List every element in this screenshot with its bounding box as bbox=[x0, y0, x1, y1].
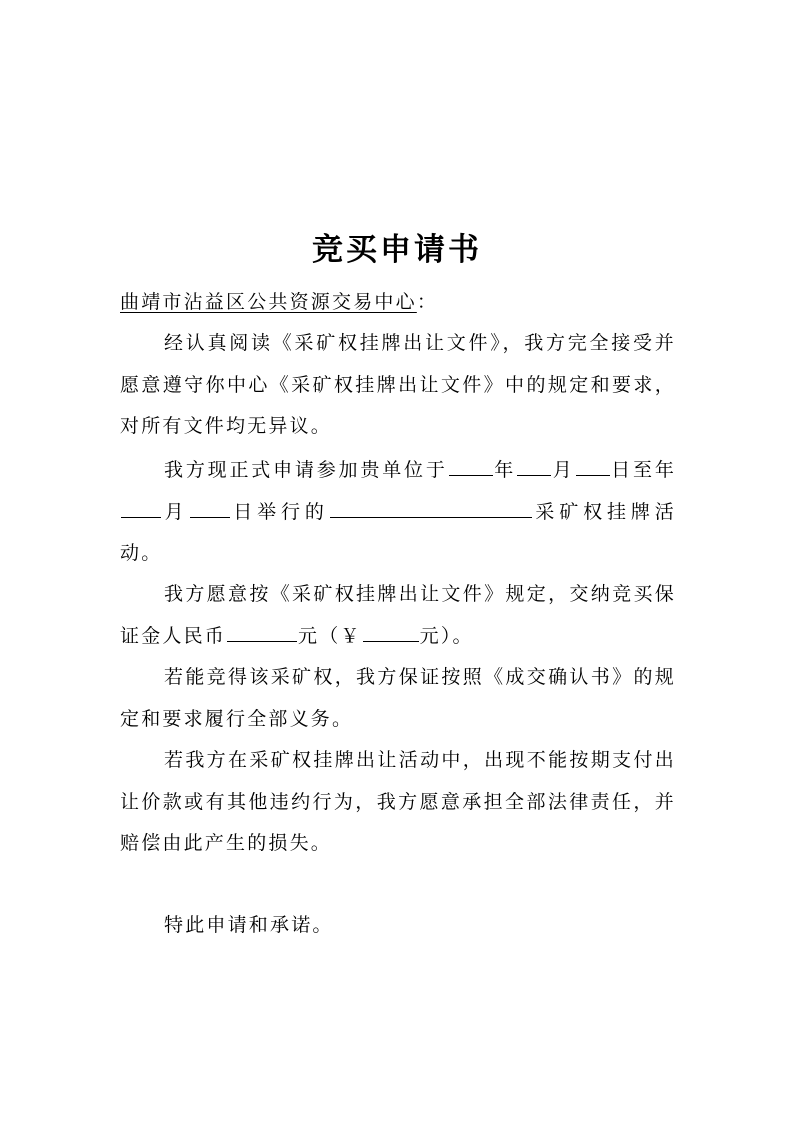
text-segment: 日举行的 bbox=[230, 500, 329, 523]
blank-start-year[interactable] bbox=[449, 474, 493, 476]
text-segment: 月 bbox=[552, 459, 575, 481]
paragraph-application bbox=[120, 450, 676, 575]
text-segment: 采矿权挂牌活动。 bbox=[120, 500, 677, 564]
blank-deposit-amount-number[interactable] bbox=[363, 640, 419, 642]
blank-deposit-amount-words[interactable] bbox=[227, 640, 297, 642]
paragraph-deposit bbox=[120, 574, 676, 657]
blank-start-day[interactable] bbox=[576, 474, 610, 476]
text-segment: 我方现正式申请参加贵单位于 bbox=[164, 459, 448, 481]
text-segment: 年 bbox=[493, 459, 517, 481]
blank-end-month[interactable] bbox=[121, 516, 161, 518]
text-segment: 我方愿意按《采矿权挂牌出让文件》规定，交纳竞买保证金人民币 bbox=[120, 583, 676, 647]
text-segment: 元（￥ bbox=[298, 624, 362, 647]
addressee-colon: ： bbox=[416, 291, 439, 313]
addressee-org: 曲靖市沾益区公共资源交易中心 bbox=[120, 291, 417, 313]
text-segment: 日至 bbox=[610, 459, 655, 481]
closing-statement: 特此申请和承诺。 bbox=[164, 914, 334, 936]
text-segment: 月 bbox=[162, 500, 189, 523]
blank-mining-right-name[interactable] bbox=[330, 516, 532, 518]
blank-end-day[interactable] bbox=[190, 516, 230, 518]
paragraph-liability: 若我方在采矿权挂牌出让活动中，出现不能按期支付出让价款或有其他违约行为，我方愿意承担全部法律责任，并赔偿由此产生的损失。 bbox=[120, 749, 676, 854]
text-segment: 元）。 bbox=[419, 624, 474, 647]
addressee-line bbox=[120, 282, 676, 324]
text-segment: 年 bbox=[654, 459, 677, 481]
blank-start-month[interactable] bbox=[517, 474, 551, 476]
paragraph-obligation: 若能竞得该采矿权，我方保证按照《成交确认书》的规定和要求履行全部义务。 bbox=[120, 666, 676, 730]
document-title: 竞买申请书 bbox=[312, 232, 482, 268]
paragraph-acceptance: 经认真阅读《采矿权挂牌出让文件》，我方完全接受并愿意遵守你中心《采矿权挂牌出让文件》中的规定和要求，对所有文件均无异议。 bbox=[120, 332, 676, 437]
